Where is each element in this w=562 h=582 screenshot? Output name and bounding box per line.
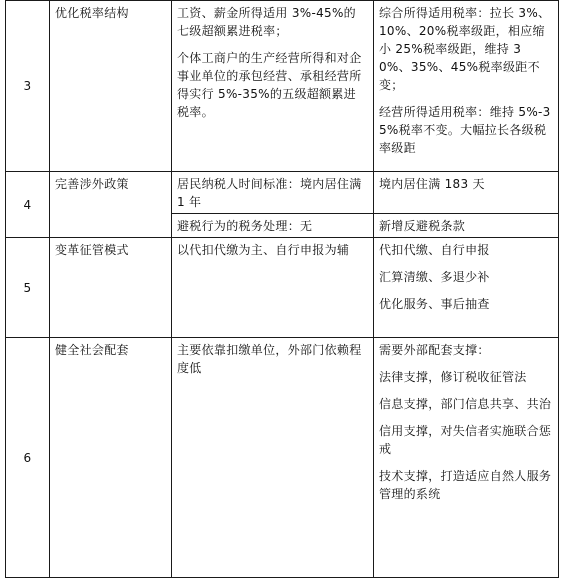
before-text: 工资、薪金所得适用 3%-45%的七级超额累进税率； <box>177 6 356 38</box>
after-cell <box>374 338 559 578</box>
row-number: 4 <box>6 172 50 238</box>
after-text: 代扣代缴、自行申报 <box>379 243 490 257</box>
row-number: 3 <box>6 1 50 172</box>
after-cell <box>374 238 559 338</box>
after-text: 汇算清缴、多退少补 <box>379 270 490 284</box>
after-text: 信用支撑，对失信者实施联合惩戒 <box>379 424 552 456</box>
before-cell: 避税行为的税务处理：无 <box>172 214 374 238</box>
after-cell <box>374 1 559 172</box>
after-text: 技术支撑，打造适应自然人服务管理的系统 <box>379 469 552 501</box>
after-text: 综合所得适用税率：拉长 3%、10%、20%税率级距，相应缩小 25%税率级距，维持 30%、35%、45%税率级距不变； <box>379 6 551 92</box>
table-row <box>6 238 559 338</box>
reform-item: 优化税率结构 <box>50 1 172 172</box>
after-text: 优化服务、事后抽查 <box>379 297 490 311</box>
before-text: 个体工商户的生产经营所得和对企事业单位的承包经营、承租经营所得实行 5%-35%的五级超额累进税率。 <box>177 51 362 119</box>
reform-comparison-table <box>5 0 559 578</box>
after-text: 法律支撑，修订税收征管法 <box>379 370 527 384</box>
before-cell <box>172 238 374 338</box>
before-cell: 居民纳税人时间标准：境内居住满 1 年 <box>172 172 374 214</box>
table-row <box>6 338 559 578</box>
row-number: 5 <box>6 238 50 338</box>
after-cell: 境内居住满 183 天 <box>374 172 559 214</box>
reform-item: 健全社会配套 <box>50 338 172 578</box>
table-row <box>6 1 559 172</box>
before-cell <box>172 1 374 172</box>
before-cell <box>172 338 374 578</box>
before-text: 以代扣代缴为主、自行申报为辅 <box>177 243 350 257</box>
after-text: 信息支撑，部门信息共享、共治 <box>379 397 552 411</box>
after-text: 经营所得适用税率：维持 5%-35%税率不变。大幅拉长各级税率级距 <box>379 105 551 155</box>
after-text: 需要外部配套支撑： <box>379 343 490 357</box>
row-number: 6 <box>6 338 50 578</box>
before-text: 主要依靠扣缴单位，外部门依赖程度低 <box>177 343 362 375</box>
after-cell: 新增反避税条款 <box>374 214 559 238</box>
reform-item: 变革征管模式 <box>50 238 172 338</box>
table-row <box>6 172 559 214</box>
reform-item: 完善涉外政策 <box>50 172 172 238</box>
